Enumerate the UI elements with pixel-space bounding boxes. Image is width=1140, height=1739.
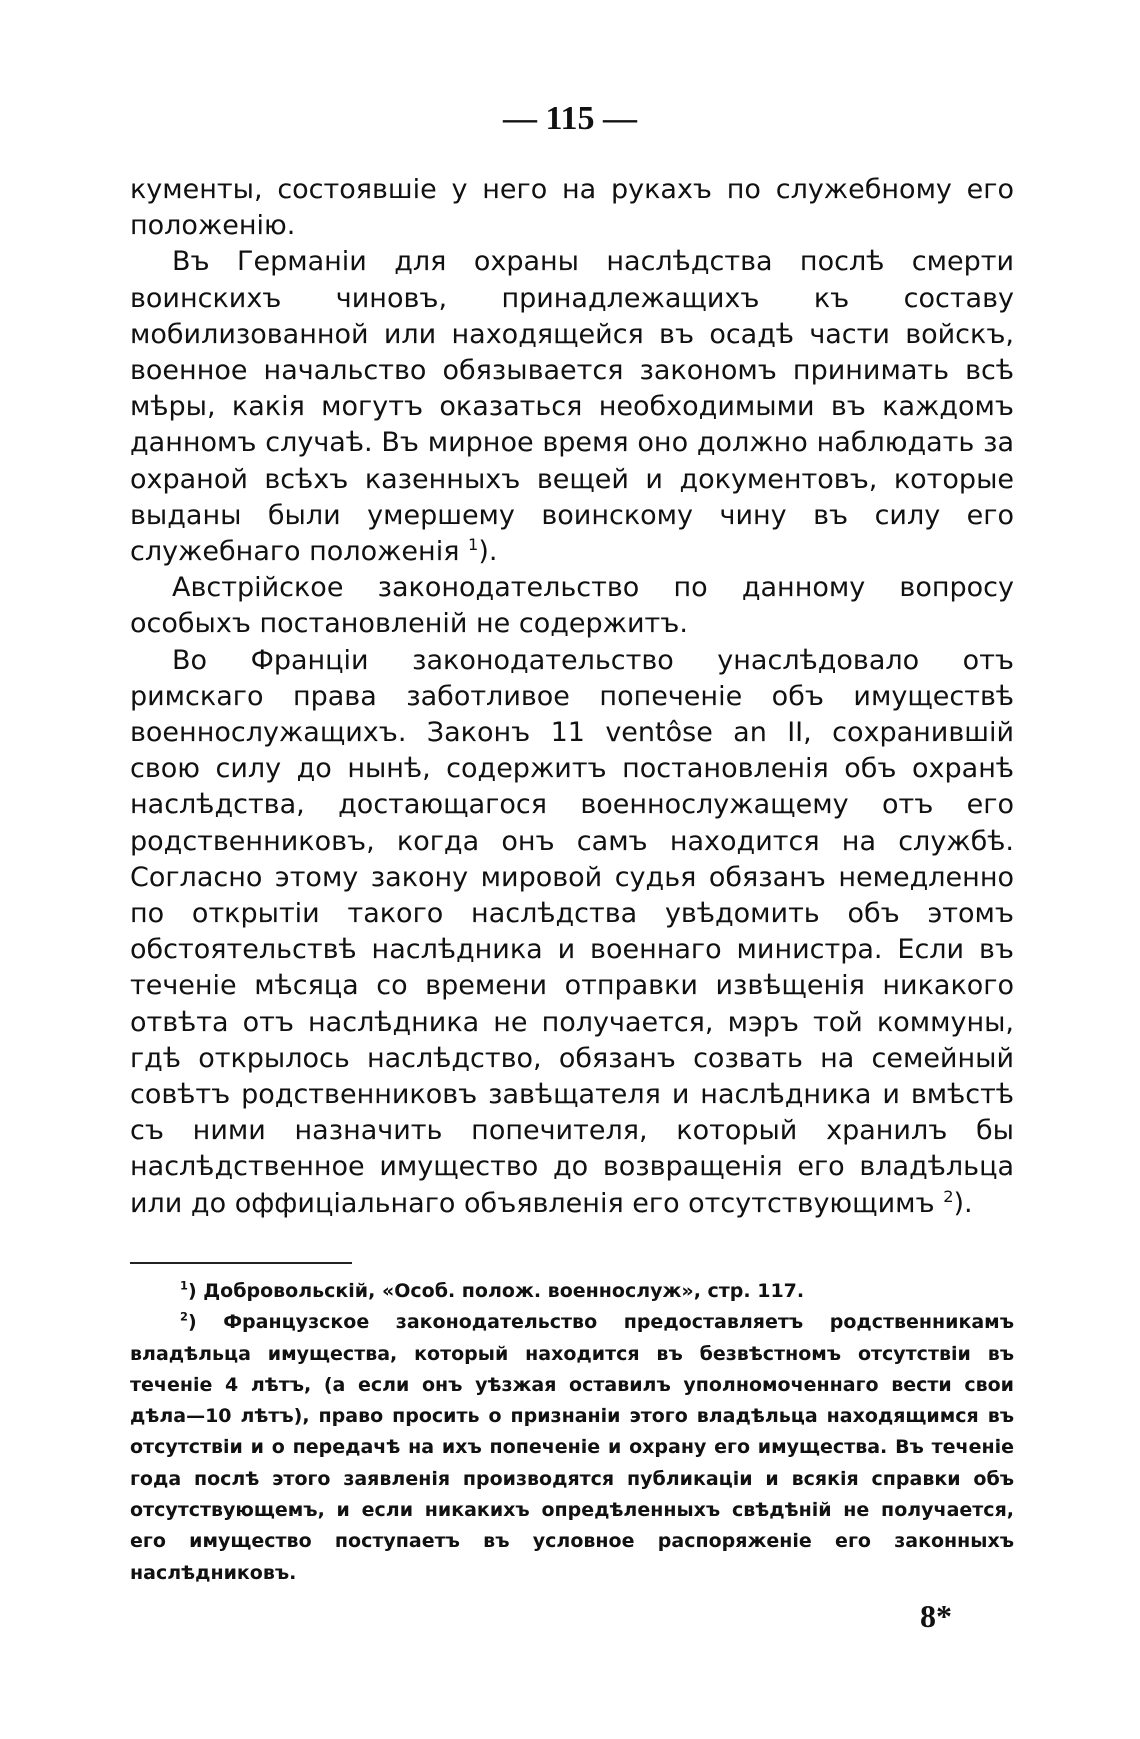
footnote-text: ) Французское законодательство предоставляетъ родственникамъ владѣльца имущества, который находится въ безвѣстномъ отсутствіи въ теченіе 4 лѣтъ, (а если онъ уѣзжая оставилъ уполномоченнаго вести свои дѣла—10 лѣтъ), право просить о признаніи этого владѣльца находящимся въ отсутствіи и о передачѣ на ихъ попеченіе и охрану его имущества. Въ теченіе года послѣ этого заявленія производятся публикаціи и всякія справки объ отсутствующемъ, и если никакихъ опредѣленныхъ свѣдѣній не получается, его имущество поступаетъ въ условное распоряженіе его законныхъ наслѣдниковъ. <box>130 1311 1014 1584</box>
paragraph-austria: Австрійское законодательство по данному вопросу особыхъ постановленій не содержитъ. <box>130 572 1014 640</box>
footnote-ref-2: 2 <box>943 1186 954 1206</box>
footnote-2 <box>130 1307 1014 1589</box>
paragraph-germany-end: ). <box>478 536 498 568</box>
paragraph-continuation: кументы, состоявшіе у него на рукахъ по служебному его положенію. <box>130 174 1014 242</box>
paragraph-france-text: Во Франціи законодательство унаслѣдовало отъ римскаго права заботливое попеченіе объ имуществѣ военнослужащихъ. Законъ 11 ventôse an II, сохранившій свою силу до нынѣ, содержитъ постановленія объ охранѣ наслѣдства, достающагося военнослужащему отъ его родственниковъ, когда онъ самъ находится на службѣ. Согласно этому закону мировой судья обязанъ немедленно по открытіи такого наслѣдства увѣдомить объ этомъ обстоятельствѣ наслѣдника и военнаго министра. Если въ теченіе мѣсяца со времени отправки извѣщенія никакого отвѣта отъ наслѣдника не получается, мэръ той коммуны, гдѣ открылось наслѣдство, обязанъ созвать на семейный совѣтъ родственниковъ завѣщателя и наслѣдника и вмѣстѣ съ ними назначить попечителя, который хранилъ бы наслѣдственное имущество до возвращенія его владѣльца или до оффиціальнаго объявленія его отсутствующимъ <box>130 644 1014 1219</box>
paragraph-france-end: ). <box>953 1187 973 1219</box>
footnote-ref-1: 1 <box>468 535 479 555</box>
footnote-text: ) Добровольскій, «Особ. полож. военнослуж», стр. 117. <box>187 1280 805 1302</box>
signature-mark: 8* <box>920 1598 952 1634</box>
footnote-marker: 2 <box>180 1309 188 1324</box>
footnote-1 <box>130 1276 1014 1307</box>
paragraph-germany-text: Въ Германіи для охраны наслѣдства послѣ смерти воинскихъ чиновъ, принадлежащихъ къ составу мобилизованной или находящейся въ осадѣ части войскъ, военное начальство обязывается закономъ принимать всѣ мѣры, какія могутъ оказаться необходимыми въ каждомъ данномъ случаѣ. Въ мирное время оно должно наблюдать за охраной всѣхъ казенныхъ вещей и документовъ, которые выданы были умершему воинскому чину въ силу его служебнаго положенія <box>130 246 1014 568</box>
footnote-marker: 1 <box>180 1278 188 1293</box>
paragraph-france <box>130 643 1014 1222</box>
page-number: — 115 — <box>502 100 638 137</box>
main-text <box>130 172 1014 1222</box>
paragraph-germany <box>130 244 1014 570</box>
footnotes <box>130 1276 1014 1589</box>
footnote-divider <box>130 1262 352 1264</box>
